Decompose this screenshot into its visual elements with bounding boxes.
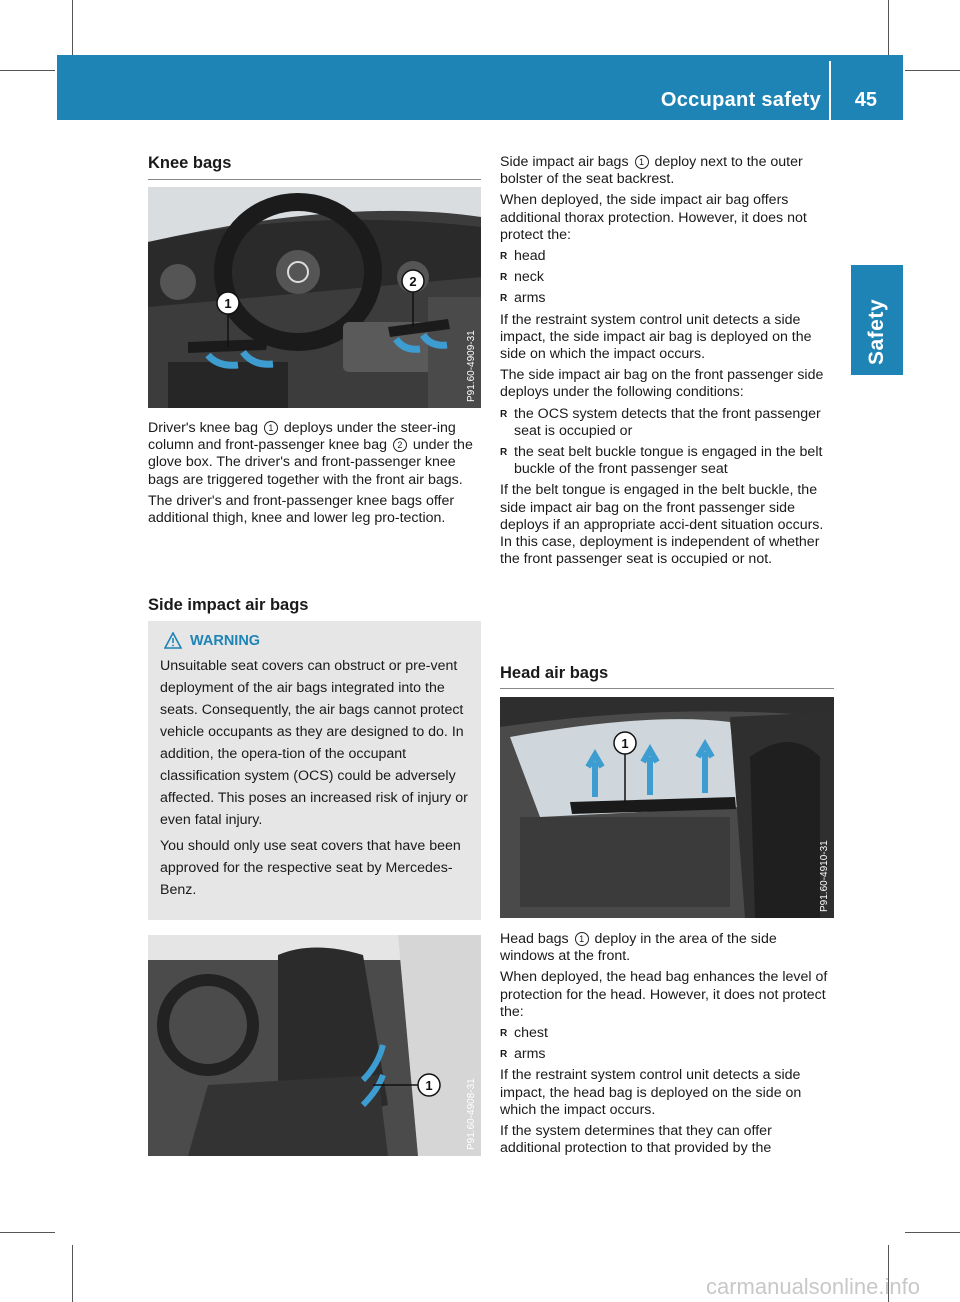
list-item: R the seat belt buckle tongue is engaged in the belt buckle of the front passenger seat bbox=[500, 444, 834, 478]
section-title: Occupant safety bbox=[660, 89, 821, 111]
head-air-bags-heading: Head air bags bbox=[500, 664, 609, 682]
heading-rule bbox=[500, 688, 834, 689]
image-code: P91.60-4908-31 bbox=[466, 1078, 477, 1150]
header-divider bbox=[829, 61, 831, 120]
chapter-tab-label: Safety bbox=[865, 298, 888, 365]
crop-mark bbox=[0, 1232, 55, 1233]
callout-1: 1 bbox=[621, 736, 629, 751]
crop-mark bbox=[0, 70, 55, 71]
crop-mark bbox=[905, 70, 960, 71]
crop-mark bbox=[72, 0, 73, 55]
knee-bags-heading: Knee bags bbox=[148, 154, 232, 172]
list-item: R arms bbox=[500, 1046, 834, 1063]
list-item: R head bbox=[500, 248, 834, 265]
callout-ref-2: 2 bbox=[393, 438, 407, 452]
warning-title: WARNING bbox=[190, 633, 261, 649]
crop-mark bbox=[72, 1245, 73, 1302]
bullet-list bbox=[500, 1025, 834, 1063]
list-item: R arms bbox=[500, 290, 834, 307]
side-impact-text: Side impact air bags 1 deploy next to the outer bolster of the seat backrest. When deployed, the side impact air bag offers additional thorax protection. However, it does not protect the: R head R neck R arms If the restraint system control unit detects a side impact, the side impact air bag is deployed on the side on which the impact occurs. The side impact air bag on the front passenger side deploys under the following conditions: R the OCS system detects that the front passenger seat is occupied or R the seat belt buckle tongue is engaged in the belt buckle of the front passenger seat If the belt tongue is engaged in the belt buckle, the side impact air bag on the front passenger side deploys if an appropriate acci-dent situation occurs. In this case, deployment is independent of whether the front passenger seat is occupied or not. bbox=[500, 154, 834, 572]
callout-2: 2 bbox=[409, 274, 417, 289]
footer-watermark[interactable]: carmanualsonline.info bbox=[705, 1274, 920, 1299]
warning-box bbox=[148, 621, 481, 920]
callout-ref-1: 1 bbox=[575, 932, 589, 946]
chapter-tab bbox=[851, 265, 903, 375]
list-item: R neck bbox=[500, 269, 834, 286]
callout-ref-1: 1 bbox=[635, 155, 649, 169]
head-bags-photo bbox=[500, 697, 834, 918]
callout-1: 1 bbox=[224, 296, 232, 311]
side-impact-heading: Side impact air bags bbox=[148, 596, 309, 614]
callout-ref-1: 1 bbox=[264, 421, 278, 435]
crop-mark bbox=[905, 1232, 960, 1233]
bullet-list bbox=[500, 248, 834, 308]
warning-icon bbox=[164, 632, 182, 649]
list-item: R the OCS system detects that the front passenger seat is occupied or bbox=[500, 406, 834, 440]
warning-body: Unsuitable seat covers can obstruct or pre-vent deployment of the air bags integrated into the seats. Consequently, the air bags cannot protect vehicle occupants as they are designed to do. In addition, the opera-tion of the occupant classification system (OCS) could be adversely affected. This poses an increased risk of injury or even fatal injury. You should only use seat covers that have been approved for the respective seat by Mercedes-Benz. bbox=[160, 658, 468, 898]
page-number: 45 bbox=[854, 89, 877, 111]
knee-text: Driver's knee bag 1 deploys under the steer-ing column and front-passenger knee bag 2 under the glove box. The driver's and front-passenger knee bags are triggered together with the front air bags. The driver's and front-passenger knee bags offer additional thigh, knee and lower leg pro-tection. bbox=[148, 420, 473, 527]
side-impact-photo bbox=[148, 935, 481, 1156]
image-code: P91.60-4909-31 bbox=[466, 330, 477, 402]
page-header bbox=[57, 55, 903, 120]
callout-1: 1 bbox=[425, 1078, 433, 1093]
crop-mark bbox=[888, 0, 889, 55]
bullet-list bbox=[500, 406, 834, 479]
image-code: P91.60-4910-31 bbox=[819, 840, 830, 912]
head-bags-text: Head bags 1 deploy in the area of the side windows at the front. When deployed, the head bag enhances the level of protection for the head. However, it does not protect the: R chest R arms If the restraint system control unit detects a side impact, the head bag is deployed on the side on which the impact occurs. If the system determines that they can offer additional protection to that provided by the bbox=[500, 931, 834, 1161]
heading-rule bbox=[148, 179, 481, 180]
knee-bags-photo bbox=[148, 187, 481, 408]
list-item: R chest bbox=[500, 1025, 834, 1042]
